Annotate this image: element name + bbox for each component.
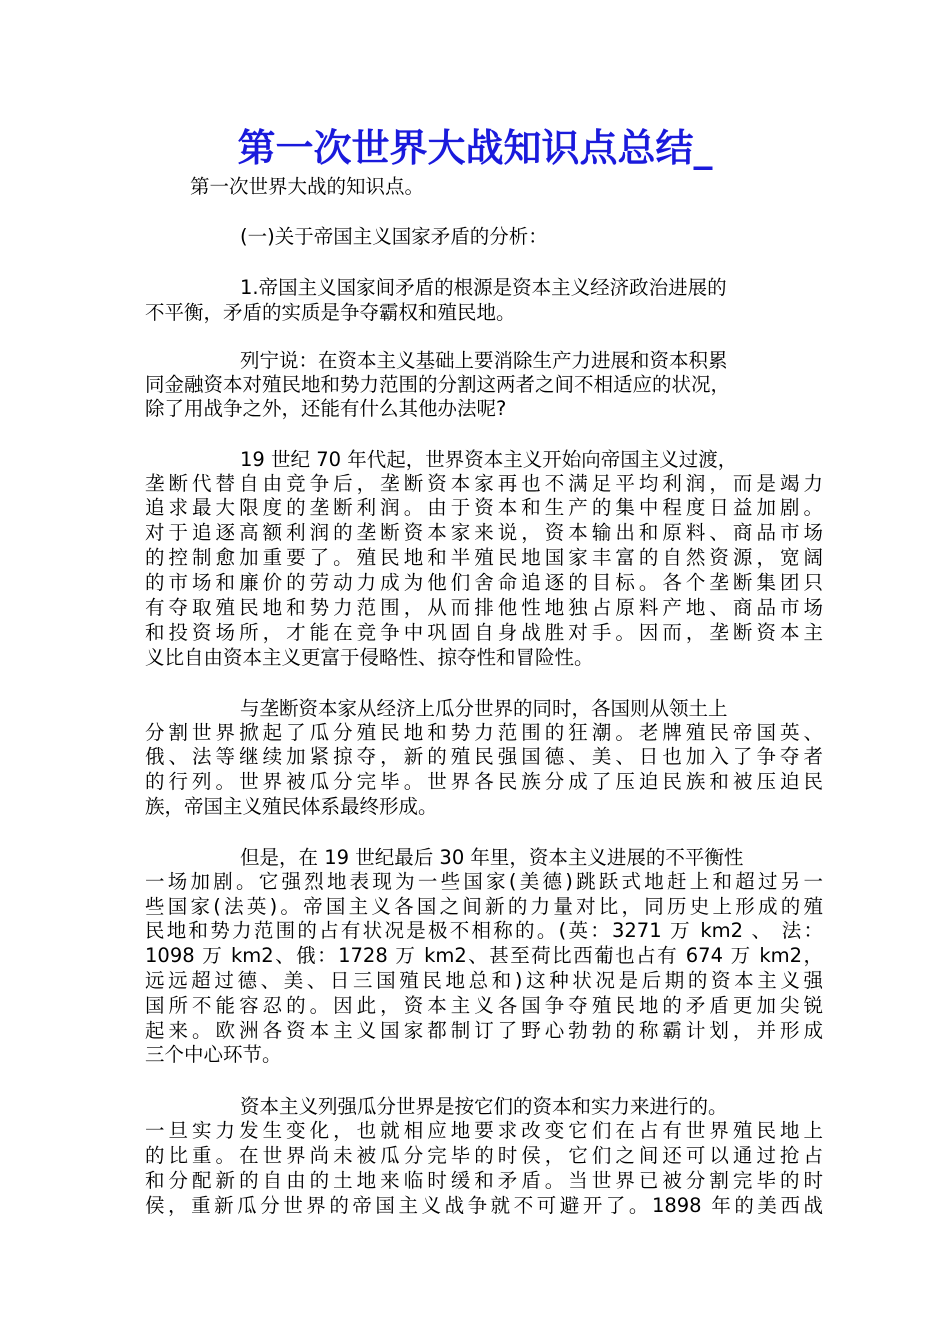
paragraph-line: 有夺取殖民地和势力范围，从而排他性地独占原料产地、商品市场 <box>145 596 823 619</box>
paragraph-line: 些国家(法英)。帝国主义各国之间新的力量对比，同历史上形成的殖 <box>145 895 823 918</box>
paragraph-line: 除了用战争之外，还能有什么其他办法呢? <box>145 397 507 420</box>
paragraph-line: 同金融资本对殖民地和势力范围的分割这两者之间不相适应的状况， <box>145 373 731 396</box>
paragraph-line: 与垄断资本家从经济上瓜分世界的同时，各国则从领土上 <box>240 697 728 720</box>
paragraph-line: 分割世界掀起了瓜分殖民地和势力范围的狂潮。老牌殖民帝国英、 <box>145 721 823 744</box>
paragraph-line: 一旦实力发生变化，也就相应地要求改变它们在占有世界殖民地上 <box>145 1119 823 1142</box>
paragraph-line: 三个中心环节。 <box>145 1043 282 1066</box>
paragraph-line: 不平衡，矛盾的实质是争夺霸权和殖民地。 <box>145 301 516 324</box>
paragraph-line: 和投资场所，才能在竞争中巩固自身战胜对手。因而，垄断资本主 <box>145 621 823 644</box>
section-heading: (一)关于帝国主义国家矛盾的分析： <box>240 225 548 248</box>
paragraph-line: 资本主义列强瓜分世界是按它们的资本和实力来进行的。 <box>240 1095 728 1118</box>
paragraph-line: 起来。欧洲各资本主义国家都制订了野心勃勃的称霸计划，并形成 <box>145 1019 823 1042</box>
paragraph-line: 民地和势力范围的占有状况是极不相称的。(英：3271 万 km2 、 法： <box>145 919 823 942</box>
paragraph-line: 国所不能容忍的。因此，资本主义各国争夺殖民地的矛盾更加尖锐 <box>145 994 823 1017</box>
paragraph-line: 侯，重新瓜分世界的帝国主义战争就不可避开了。1898 年的美西战 <box>145 1194 823 1217</box>
paragraph-line: 垄断代替自由竞争后，垄断资本家再也不满足平均利润，而是竭力 <box>145 472 823 495</box>
paragraph-line: 对于追逐高额利润的垄断资本家来说，资本输出和原料、商品市场 <box>145 521 823 544</box>
paragraph-line: 的市场和廉价的劳动力成为他们舍命追逐的目标。各个垄断集团只 <box>145 571 823 594</box>
paragraph-line: 的控制愈加重要了。殖民地和半殖民地国家丰富的自然资源，宽阔 <box>145 546 823 569</box>
document-title: 第一次世界大战知识点总结_ <box>237 126 713 170</box>
paragraph-line: 义比自由资本主义更富于侵略性、掠夺性和冒险性。 <box>145 646 594 669</box>
paragraph-line: 和分配新的自由的土地来临时缓和矛盾。当世界已被分割完毕的时 <box>145 1169 823 1192</box>
paragraph-line: 列宁说：在资本主义基础上要消除生产力进展和资本积累 <box>240 349 728 372</box>
paragraph-line: 一场加剧。它强烈地表现为一些国家(美德)跳跃式地赶上和超过另一 <box>145 870 823 893</box>
paragraph-line: 追求最大限度的垄断利润。由于资本和生产的集中程度日益加剧。 <box>145 496 823 519</box>
paragraph-line: 但是，在 19 世纪最后 30 年里，资本主义进展的不平衡性 <box>240 846 744 869</box>
paragraph-line: 的行列。世界被瓜分完毕。世界各民族分成了压迫民族和被压迫民 <box>145 770 823 793</box>
paragraph-line: 1.帝国主义国家间矛盾的根源是资本主义经济政治进展的 <box>240 276 727 299</box>
paragraph-line: 19 世纪 70 年代起，世界资本主义开始向帝国主义过渡， <box>240 448 738 471</box>
paragraph-line: 俄、法等继续加紧掠夺，新的殖民强国德、美、日也加入了争夺者 <box>145 745 823 768</box>
paragraph-line: 1098 万 km2、俄：1728 万 km2、甚至荷比西葡也占有 674 万 km2， <box>145 944 823 967</box>
intro-line: 第一次世界大战的知识点。 <box>190 175 425 198</box>
paragraph-line: 远远超过德、美、日三国殖民地总和)这种状况是后期的资本主义强 <box>145 969 823 992</box>
paragraph-line: 族，帝国主义殖民体系最终形成。 <box>145 795 438 818</box>
paragraph-line: 的比重。在世界尚未被瓜分完毕的时侯，它们之间还可以通过抢占 <box>145 1144 823 1167</box>
